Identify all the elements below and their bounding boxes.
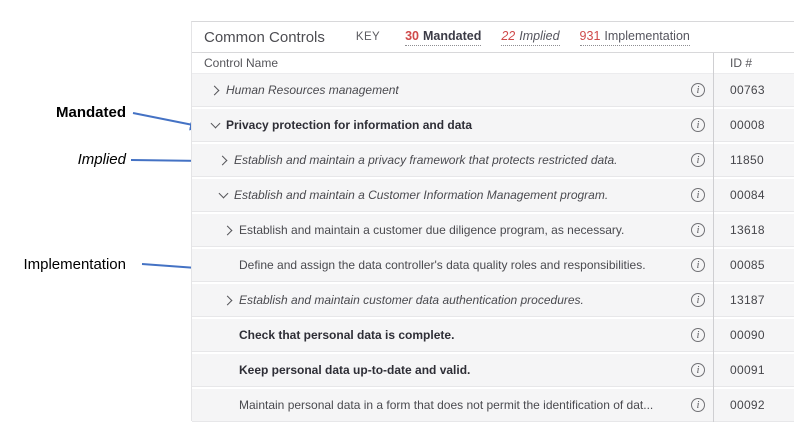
control-id: 13618 bbox=[730, 223, 765, 237]
control-id: 00008 bbox=[730, 118, 765, 132]
info-icon[interactable]: i bbox=[691, 83, 705, 97]
key-legend bbox=[405, 29, 690, 46]
control-rows bbox=[192, 74, 794, 422]
panel-header bbox=[192, 22, 794, 53]
control-id: 11850 bbox=[730, 153, 764, 167]
control-id: 00763 bbox=[730, 83, 765, 97]
common-controls-panel bbox=[191, 21, 794, 421]
control-id: 00084 bbox=[730, 188, 765, 202]
info-icon[interactable]: i bbox=[691, 188, 705, 202]
mandated-count: 30 bbox=[405, 28, 419, 43]
annotation-mandated: Mandated bbox=[55, 104, 126, 121]
control-id: 00090 bbox=[730, 328, 765, 342]
control-name: Maintain personal data in a form that does not permit the identification of dat... bbox=[239, 398, 654, 412]
control-row[interactable] bbox=[192, 319, 794, 352]
control-name: Establish and maintain a privacy framework that protects restricted data. bbox=[234, 153, 618, 167]
chevron-right-icon[interactable] bbox=[223, 297, 233, 304]
chevron-right-icon[interactable] bbox=[210, 87, 220, 94]
control-row[interactable] bbox=[192, 144, 794, 177]
chevron-placeholder bbox=[223, 367, 233, 373]
control-id: 13187 bbox=[730, 293, 765, 307]
key-label: KEY bbox=[355, 31, 381, 43]
legend-mandated[interactable] bbox=[405, 29, 481, 46]
control-name: Establish and maintain customer data authentication procedures. bbox=[239, 293, 584, 307]
info-icon[interactable]: i bbox=[691, 258, 705, 272]
control-name: Privacy protection for information and data bbox=[226, 118, 473, 132]
implied-count: 22 bbox=[501, 28, 516, 43]
implementation-label: Implementation bbox=[604, 28, 690, 43]
column-header-id: ID # bbox=[730, 56, 753, 70]
control-row[interactable] bbox=[192, 214, 794, 247]
control-id: 00092 bbox=[730, 398, 765, 412]
control-name: Establish and maintain a Customer Information Management program. bbox=[234, 188, 609, 202]
control-name: Define and assign the data controller's data quality roles and responsibilities. bbox=[239, 258, 646, 272]
control-row[interactable] bbox=[192, 179, 794, 212]
control-row[interactable] bbox=[192, 74, 794, 107]
legend-implied[interactable] bbox=[501, 29, 559, 46]
control-name: Human Resources management bbox=[226, 83, 399, 97]
column-header-control-name: Control Name bbox=[204, 56, 279, 70]
info-icon[interactable]: i bbox=[691, 398, 705, 412]
implementation-count: 931 bbox=[579, 28, 601, 43]
legend-implementation[interactable] bbox=[580, 29, 690, 46]
info-icon[interactable]: i bbox=[691, 223, 705, 237]
column-header-row bbox=[192, 53, 794, 74]
info-icon[interactable]: i bbox=[691, 293, 705, 307]
annotation-implied: Implied bbox=[77, 151, 126, 168]
mandated-label: Mandated bbox=[423, 28, 482, 43]
control-name: Check that personal data is complete. bbox=[239, 328, 455, 342]
control-row[interactable] bbox=[192, 284, 794, 317]
info-icon[interactable]: i bbox=[691, 153, 705, 167]
chevron-right-icon[interactable] bbox=[218, 157, 228, 164]
chevron-placeholder bbox=[223, 262, 233, 268]
control-row[interactable] bbox=[192, 109, 794, 142]
chevron-placeholder bbox=[223, 402, 233, 408]
info-icon[interactable]: i bbox=[691, 328, 705, 342]
id-column-divider bbox=[713, 53, 714, 422]
control-name: Establish and maintain a customer due diligence program, as necessary. bbox=[239, 223, 625, 237]
page-title: Common Controls bbox=[204, 28, 325, 46]
annotation-implementation: Implementation bbox=[23, 256, 126, 273]
control-name: Keep personal data up-to-date and valid. bbox=[239, 363, 471, 377]
chevron-placeholder bbox=[223, 332, 233, 338]
chevron-right-icon[interactable] bbox=[223, 227, 233, 234]
control-id: 00085 bbox=[730, 258, 765, 272]
control-row[interactable] bbox=[192, 389, 794, 422]
control-row[interactable] bbox=[192, 249, 794, 282]
info-icon[interactable]: i bbox=[691, 118, 705, 132]
chevron-down-icon[interactable] bbox=[218, 193, 228, 197]
chevron-down-icon[interactable] bbox=[210, 123, 220, 127]
info-icon[interactable]: i bbox=[691, 363, 705, 377]
control-row[interactable] bbox=[192, 354, 794, 387]
implied-label: Implied bbox=[519, 28, 560, 43]
control-id: 00091 bbox=[730, 363, 765, 377]
